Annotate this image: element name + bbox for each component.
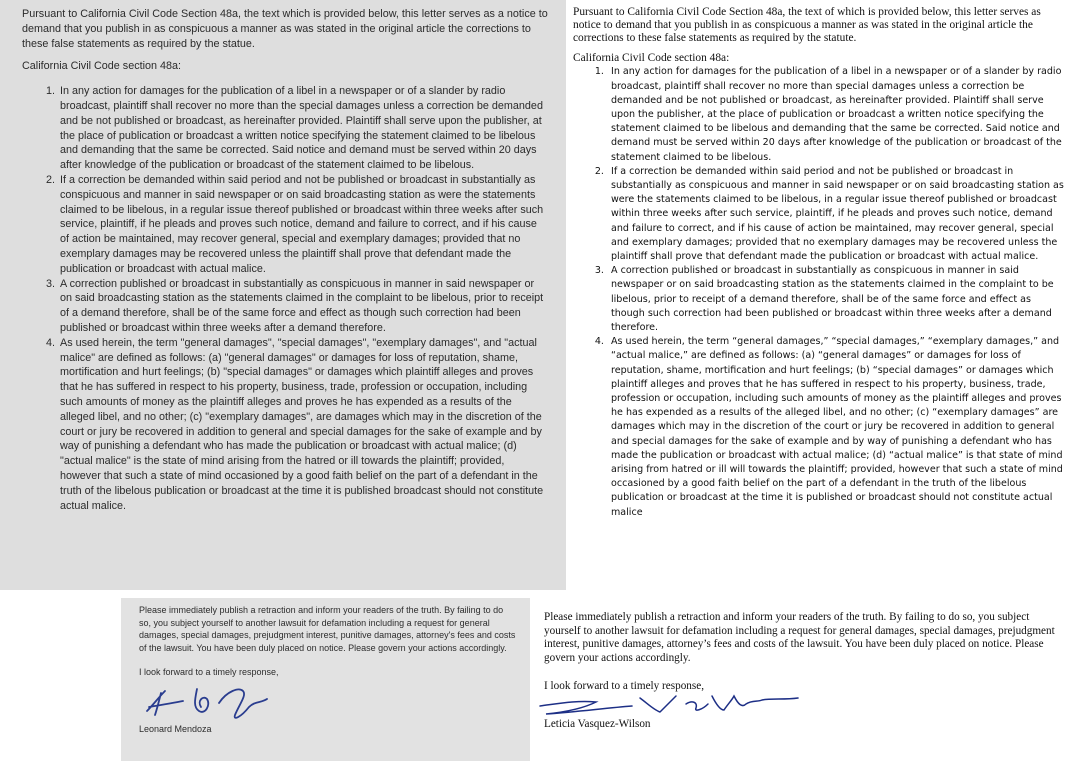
right-signature-scribble	[536, 690, 806, 718]
left-letter-body	[0, 0, 566, 590]
left-section-heading: California Civil Code section 48a:	[22, 60, 182, 73]
left-item-1: 1. In any action for damages for the publication of a libel in a newspaper or of a slander by radio broadcast, plaintiff shall recover no more than the special damages unless a correction be demanded and be not published or broadcast, as hereinafter provided. Plaintiff shall serve upon the publisher, at the place of publication or broadcast a written notice specifying the statement claimed to be libelous and demanding that the same be corrected. Said notice and demand must be served within 20 days after knowledge of the publication or broadcast of the statement claimed to be libelous.	[58, 84, 548, 173]
left-signature	[139, 681, 516, 723]
right-item-4: 4. As used herein, the term “general damages,” “special damages,” “exemplary damages,” and “actual malice,” are defined as follows: (a) “general damages” or damages for loss of reputation, shame, mortification and hurt feelings; (b) “special damages” or damages which plaintiff alleges and proves that he has suffered in respect to his property, business, trade, profession or occupation, including such amounts of money as the plaintiff alleges and proves he has expended as a results of the alleged libel, and no other; (c) “exemplary damages” are damages which may in the discretion of the court or jury be recovered in addition to general and special damages for the sake of example and by way of punishing a defendant who has made the publication or broadcast with actual malice; (d) “actual malice” is that state of mind arising from hatred or ill will towards the plaintiff; provided, however that such a state of mind occasioned by a good faith belief on the part of a defendant in the truth of the libelous publication or broadcast at the time it is published or broadcast should not constitute actual malice	[607, 335, 1066, 520]
left-item-4: 4. As used herein, the term "general damages", "special damages", "exemplary damages", and "actual malice" are defined as follows: (a) "general damages" or damages for loss of reputation, shame, mortification and hurt feelings; (b) "special damages" or damages which plaintiff alleges and proves that he has suffered in respect to his property, business, trade, profession or occupation, including such amounts of money as the plaintiff alleges and proves he has expended as a results of the alleged libel, and no other; (c) "exemplary damages", are damages which may in the discretion of the court or jury be recovered in addition to general and special damages for the sake of example and by way of punishing a defendant who has made the publication or broadcast with actual malice; (d) "actual malice" is the state of mind arising from the hatred or ill towards the plaintiff; provided, however that such a state of mind occasioned by a good faith belief on the part of a defendant in the truth of the libelous publication or broadcast at the time it is published broadcast should not constitute actual malice.	[58, 336, 548, 514]
right-letter-body	[566, 0, 1080, 590]
right-item-1: 1. In any action for damages for the publication of a libel in a newspaper or of a slander by radio broadcast, plaintiff shall recover no more than special damages unless a correction be demanded and be not published or broadcast, as hereinafter provided. Plaintiff shall serve upon the publisher, at the place of publication or broadcast a written notice specifying the statement claimed to be libelous and demanding that the same be corrected. Said notice and demand must be served within 20 days after knowledge of the publication or broadcast of the statement claimed to be libelous.	[607, 65, 1066, 164]
left-closing-line: I look forward to a timely response,	[139, 667, 279, 678]
right-letter-closing	[530, 598, 1080, 761]
right-section-heading: California Civil Code section 48a:	[573, 52, 730, 65]
right-closing-line: I look forward to a timely response,	[544, 679, 705, 692]
left-signature-scribble	[139, 681, 289, 723]
right-item-2: 2. If a correction be demanded within said period and not be published or broadcast in substantially as conspicuous and manner in said newspaper or on said broadcasting station as were the statements claimed to be libelous, in a regular issue thereof published or broadcast within three weeks after such service, plaintiff, if he pleads and proves such notice, demand and failure to correct, and if his cause of action be maintained, may recover general, special and exemplary damages; provided that no exemplary damages may be recovered unless the plaintiff shall prove that defendant made the publication or broadcast with actual malice.	[607, 165, 1066, 264]
left-item-3: 3. A correction published or broadcast in substantially as conspicuous in manner in said newspaper or on said broadcasting station as the statements claimed in the complaint to be libelous, prior to receipt of a demand therefore, shall be of the same force and effect as though such correction had been published or broadcast within three weeks after a demand therefore.	[58, 277, 548, 336]
right-signer-name: Leticia Vasquez-Wilson	[544, 717, 651, 730]
right-item-3: 3. A correction published or broadcast in substantially as conspicuous in manner in said newspaper or on said broadcasting station as the statements claimed in the complaint to be libelous, prior to receipt of a demand therefore, shall be of the same force and effect as though such correction had been published or broadcast within three weeks after a demand therefore.	[607, 264, 1066, 335]
left-item-2: 2. If a correction be demanded within said period and not be published or broadcast in substantially as conspicuous and manner in said newspaper or on said broadcasting station as were the statements claimed to be libelous, in a regular issue thereof published or broadcast within three weeks after such service, plaintiff, if he pleads and proves such notice, demand and failure to correct, and if his cause of action be maintained, may recover general, special and exemplary damages; provided that no exemplary damages may be recovered unless the plaintiff shall prove that defendant made the publication or broadcast with actual malice.	[58, 173, 548, 277]
left-closing-paragraph: Please immediately publish a retraction and inform your readers of the truth. By failing to do so, you subject yourself to another lawsuit for defamation including a request for general damages, special damages, prejudgment interest, punitive damages, attorney's fees and costs of the lawsuit. You have been duly placed on notice. Please govern your actions accordingly.	[139, 605, 516, 653]
left-signer-name: Leonard Mendoza	[139, 723, 212, 734]
right-closing-paragraph: Please immediately publish a retraction and inform your readers of the truth. By failing to do so, you subject yourself to another lawsuit for defamation including a request for general damages, special damages, prejudgment interest, punitive damages, attorney’s fees and costs of the lawsuit. You have been duly placed on notice. Please govern your actions accordingly.	[544, 611, 1055, 665]
left-letter-closing	[121, 598, 530, 761]
right-signature	[536, 690, 1060, 718]
left-statute-list	[22, 84, 548, 513]
right-statute-list	[573, 65, 1066, 520]
left-intro: Pursuant to California Civil Code Section 48a, the text which is provided below, this letter serves as a notice to demand that you publish in as conspicuous a manner as was stated in the original article the corrections to these false statements as required by the statue.	[22, 8, 548, 50]
right-intro: Pursuant to California Civil Code Section 48a, the text of which is provided below, this letter serves as notice to demand that you publish in as conspicuous a manner as was stated in the original article the corrections to these false statements as required by the statute.	[573, 6, 1041, 45]
